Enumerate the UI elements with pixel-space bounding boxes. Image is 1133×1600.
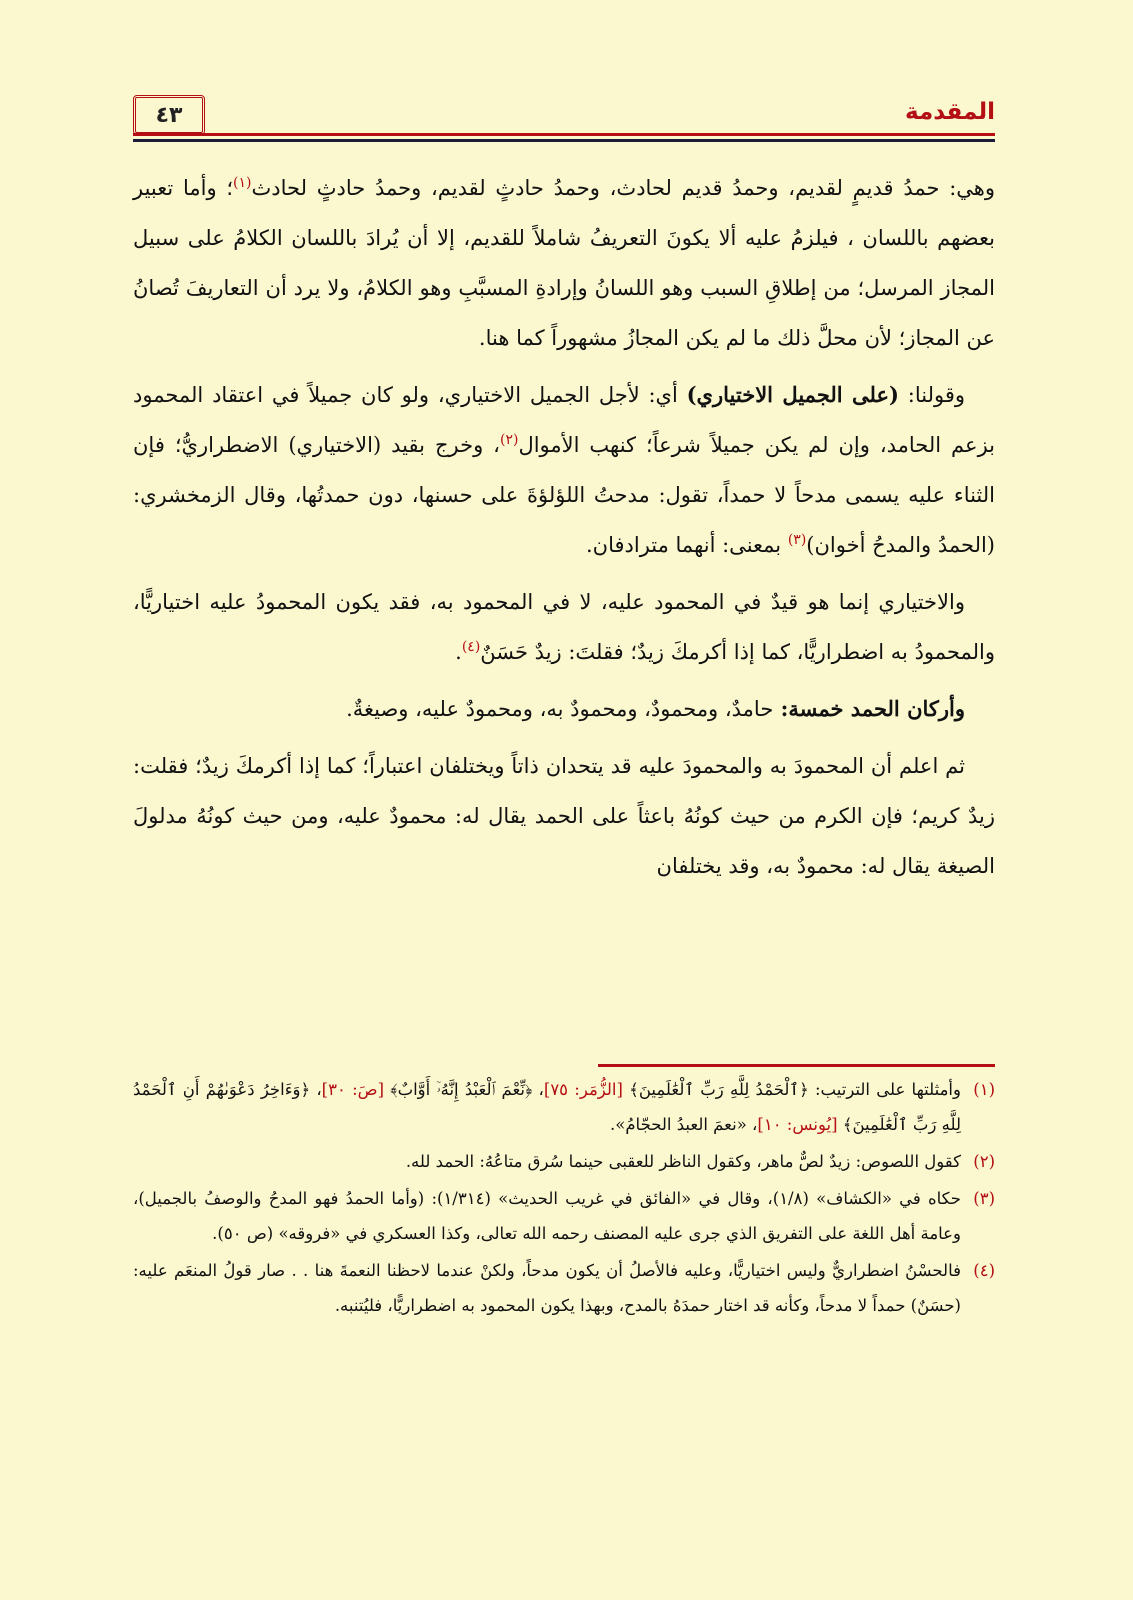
footnote-2 (133, 1144, 995, 1179)
section-title: المقدمة (905, 99, 995, 125)
footnote-1 (133, 1072, 995, 1142)
footnote-ref-3[interactable]: (٣) (787, 532, 807, 548)
footnote-4 (133, 1253, 995, 1323)
quran-reference: [الزُّمَر: ٧٥] (543, 1080, 623, 1099)
quran-reference: [صَ: ٣٠] (321, 1080, 385, 1099)
paragraph-3: والاختياري إنما هو قيدٌ في المحمود عليه، لا في المحمود به، فقد يكون المحمودُ عليه اختياريًّا، والمحمودُ به اضطراريًّا، كما إذا أكرمكَ زيدٌ؛ فقلتَ: زيدٌ حَسَنٌ$^{(٤)}$. (133, 590, 995, 664)
footnote-text: كقول اللصوص: زيدٌ لصٌّ ماهر، وكقول الناظر للعقبى حينما سُرق متاعُهُ: الحمد لله. (405, 1152, 961, 1171)
quran-reference: [يُونس: ١٠] (757, 1115, 838, 1134)
footnote-ref-1[interactable]: (١) (233, 175, 252, 191)
footnote-number: (٢) (973, 1152, 995, 1171)
page-number: ٤٣ (133, 95, 205, 135)
footnote-number: (١) (973, 1080, 995, 1099)
footnote-number: (٤) (973, 1261, 995, 1280)
footnotes (133, 1072, 995, 1325)
bold-phrase: وأركان الحمد خمسة: (773, 696, 965, 721)
footnote-text: فالحسْنُ اضطراريٌّ وليس اختياريًّا، وعليه فالأصلُ أن يكون مدحاً، ولكنْ عندما لاحظنا النعمةَ هنا . . صار قولُ المنعَم عليه: (حسَنٌ) حمداً لا مدحاً، وكأنه قد اختار حمدَهُ بالمدح، وبهذا يكون المحمود به اضطراريًّا، فليُتنبه. (133, 1261, 961, 1315)
footnote-ref-2[interactable]: (٢) (499, 432, 519, 448)
paragraph-5: ثم اعلم أن المحمودَ به والمحمودَ عليه قد يتحدان ذاتاً ويختلفان اعتباراً؛ كما إذا أكرمكَ زيدٌ؛ فقلت: زيدٌ كريم؛ فإن الكرم من حيث كونُهُ باعثاً على الحمد يقال له: محمودٌ عليه، ومن حيث كونُهُ مدلولَ الصيغة يقال له: محمودٌ به، وقد يختلفان (133, 754, 995, 878)
page-header (133, 95, 995, 147)
paragraph-1: وهي: حمدُ قديمٍ لقديم، وحمدُ قديم لحادث، وحمدُ حادثٍ لقديم، وحمدُ حادثٍ لحادث$^{(١)}$؛ وأما تعبير بعضهم باللسان ، فيلزمُ عليه ألا يكونَ التعريفُ شاملاً للقديم، إلا أن يُرادَ باللسان الكلامُ على سبيل المجاز المرسل؛ من إطلاقِ السبب وهو اللسانُ وإرادةِ المسبَّبِ وهو الكلامُ، ولا يرد أن التعاريفَ تُصانُ عن المجاز؛ لأن محلَّ ذلك ما لم يكن المجازُ مشهوراً كما هنا. (133, 175, 995, 350)
header-rule-red (133, 133, 995, 136)
paragraph-2: وقولنا: (على الجميل الاختياري) أي: لأجل الجميل الاختياري، ولو كان جميلاً في اعتقاد المحمود بزعم الحامد، وإن لم يكن جميلاً شرعاً؛ كنهب الأموال$^{(٢)}$، وخرج بقيد (الاختياري) الاضطراريُّ؛ فإن الثناء عليه يسمى مدحاً لا حمداً، تقول: مدحتُ اللؤلؤةَ على حسنها، دون حمدتُها، وقال الزمخشري: (الحمدُ والمدحُ أخوان)$^{(٣)}$ بمعنى: أنهما مترادفان. (133, 382, 995, 557)
footnote-text: وأمثلتها على الترتيب: ﴿ٱلْحَمْدُ لِلَّهِ رَبِّ ٱلْعَٰلَمِينَ﴾ [الزُّمَر: ٧٥]، ﴿نِّعْمَ ٱلْعَبْدُ إِنَّهُۥٓ أَوَّابٌ﴾ [صَ: ٣٠]، ﴿وَءَاخِرُ دَعْوَىٰهُمْ أَنِ ٱلْحَمْدُ لِلَّهِ رَبِّ ٱلْعَٰلَمِينَ﴾ [يُونس: ١٠]، «نعمَ العبدُ الحجّامُ». (133, 1080, 961, 1134)
footnote-text: حكاه في «الكشاف» (١/٨)، وقال في «الفائق في غريب الحديث» (١/٣١٤): (وأما الحمدُ فهو المدحُ والوصفُ بالجميل)، وعامة أهل اللغة على التفريق الذي جرى عليه المصنف رحمه الله تعالى، وكذا العسكري في «فروقه» (ص ٥٠). (133, 1189, 961, 1243)
header-rule-dark (133, 139, 995, 142)
footnote-separator (598, 1064, 995, 1067)
bold-phrase: (على الجميل الاختياري) (686, 382, 899, 407)
footnote-3 (133, 1181, 995, 1251)
paragraph-4: وأركان الحمد خمسة: حامدٌ، ومحمودٌ، ومحمودٌ به، ومحمودٌ عليه، وصيغةٌ. (346, 696, 965, 721)
main-text (133, 163, 995, 898)
footnote-number: (٣) (973, 1189, 995, 1208)
footnote-ref-4[interactable]: (٤) (461, 639, 481, 655)
